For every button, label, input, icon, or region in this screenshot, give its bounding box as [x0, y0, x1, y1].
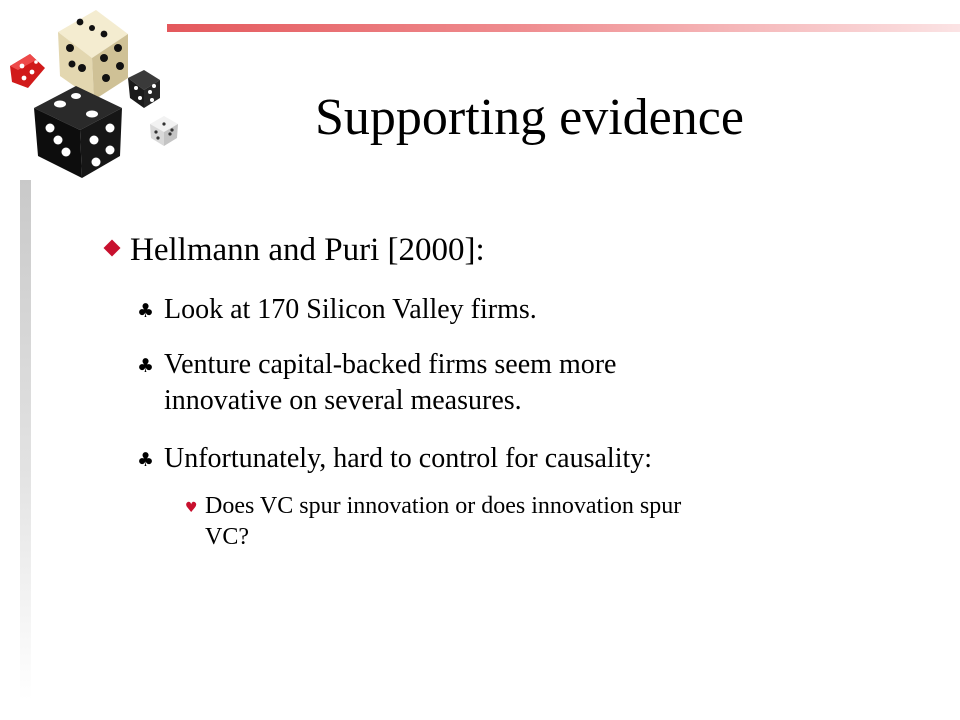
club-bullet-icon: ♣ — [137, 300, 155, 322]
bullet-line: Venture capital-backed firms seem more — [164, 349, 617, 380]
bullet-text — [205, 491, 681, 553]
cream-die-icon — [58, 10, 128, 100]
top-accent-rule — [167, 24, 960, 32]
left-accent-rule — [20, 180, 31, 700]
bullet-line: Look at 170 Silicon Valley firms. — [164, 294, 537, 325]
bullet-text — [164, 292, 537, 328]
club-bullet-icon: ♣ — [137, 449, 155, 471]
bullet-line: VC? — [205, 524, 249, 550]
bullet-text — [164, 441, 652, 477]
heart-bullet-icon: ♥ — [185, 500, 198, 516]
bullet-line: Does VC spur innovation or does innovation spur — [205, 493, 682, 519]
bullet-text — [164, 347, 616, 419]
diamond-bullet-icon — [104, 240, 121, 257]
small-dark-die-icon — [128, 70, 160, 108]
dice-logo-icon — [0, 0, 200, 190]
bullet-line: innovative on several measures. — [164, 385, 522, 416]
bullet-line: Unfortunately, hard to control for causality: — [164, 443, 653, 474]
red-die-icon — [10, 54, 45, 88]
bullet-text: Hellmann and Puri [2000]: — [130, 232, 485, 268]
club-bullet-icon: ♣ — [137, 355, 155, 377]
tiny-white-die-icon — [150, 116, 178, 146]
slide-title: Supporting evidence — [315, 89, 744, 146]
black-die-icon — [34, 86, 122, 178]
